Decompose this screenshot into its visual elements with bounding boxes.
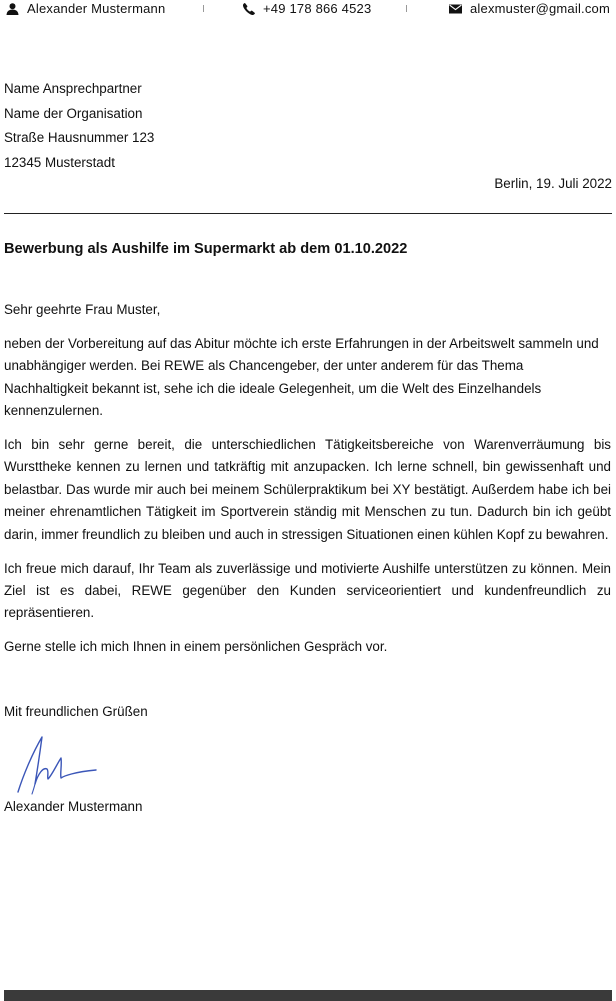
header-name-item — [6, 1, 165, 16]
sender-phone: +49 178 866 4523 — [263, 1, 372, 16]
recipient-organisation: Name der Organisation — [4, 105, 143, 121]
header-separator — [406, 5, 407, 12]
person-icon — [6, 3, 19, 15]
letter-subject: Bewerbung als Aushilfe im Supermarkt ab dem 01.10.2022 — [4, 241, 408, 257]
letter-body — [4, 299, 611, 670]
body-paragraph: Ich bin sehr gerne bereit, die unterschiedlichen Tätigkeitsbereiche von Warenverräumung bis Wursttheke kennen zu lernen und tatkräftig mit anzupacken. Ich lerne schnell, bin gewissenhaft und belastbar. Das wurde mir auch bei meinem Schülerpraktikum bei XY bestätigt. Außerdem habe ich bei meiner ehrenamtlichen Tätigkeit im Sportverein ständig mit Menschen zu tun. Dadurch bin ich geübt darin, immer freundlich zu bleiben und auch in stressigen Situationen einen kühlen Kopf zu bewahren. — [4, 437, 611, 542]
body-paragraph: Gerne stelle ich mich Ihnen in einem persönlichen Gespräch vor. — [4, 639, 388, 655]
phone-icon — [243, 3, 255, 15]
header-separator — [203, 5, 204, 12]
recipient-city: 12345 Musterstadt — [4, 155, 115, 171]
recipient-contact-person: Name Ansprechpartner — [4, 81, 142, 96]
closing-phrase: Mit freundlichen Grüßen — [4, 704, 148, 719]
handwritten-signature — [14, 734, 104, 796]
recipient-address — [4, 77, 154, 176]
salutation: Sehr geehrte Frau Muster, — [4, 302, 161, 317]
contact-header — [0, 0, 616, 18]
signer-name: Alexander Mustermann — [4, 799, 143, 814]
sender-email: alexmuster@gmail.com — [470, 1, 611, 16]
letter-date: Berlin, 19. Juli 2022 — [494, 176, 612, 191]
header-email-item — [449, 1, 610, 16]
divider-line — [4, 213, 612, 214]
recipient-street: Straße Hausnummer 123 — [4, 130, 155, 146]
footer-bar — [4, 990, 612, 1001]
envelope-icon — [449, 4, 462, 14]
body-paragraph: Ich freue mich darauf, Ihr Team als zuverlässige und motivierte Aushilfe unterstützen zu können. Mein Ziel ist es dabei, REWE gegenüber den Kunden serviceorientiert und kundenfreundlich zu repräsentieren. — [4, 560, 611, 621]
header-phone-item — [243, 1, 371, 16]
body-paragraph: neben der Vorbereitung auf das Abitur möchte ich erste Erfahrungen in der Arbeitswelt sammeln und unabhängiger werden. Bei REWE als Chancengeber, der unter anderem für das Thema Nachhaltigkeit bekannt ist, sehe ich die ideale Gelegenheit, um die Welt des Einzelhandels kennenzulernen. — [4, 335, 599, 419]
sender-name: Alexander Mustermann — [27, 1, 166, 16]
